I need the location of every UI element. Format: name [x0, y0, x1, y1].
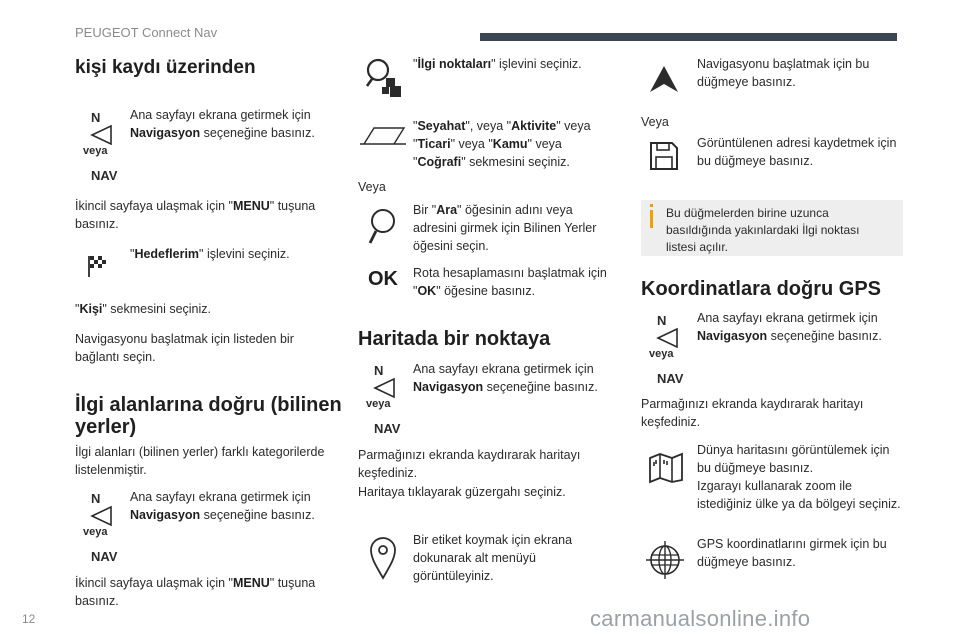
paragraph: GPS koordinatlarını girmek için bu düğmeye basınız.: [697, 537, 887, 569]
north-label: N: [374, 363, 384, 378]
veya-label: veya: [83, 145, 108, 157]
paragraph: Bir "Ara" öğesinin adını veya adresini girmek için Bilinen Yerler öğesini seçin.: [413, 203, 597, 253]
section-heading-map-point: Haritada bir noktaya: [358, 328, 551, 350]
watermark: carmanualsonline.info: [590, 606, 811, 631]
note-text: Bu düğmelerden birine uzunca basıldığında yakınlardaki İlgi noktası listesi açılır.: [666, 206, 860, 254]
nav-label: NAV: [91, 549, 118, 564]
paragraph: Navigasyonu başlatmak için listeden bir bağlantı seçin.: [75, 332, 294, 364]
paragraph: Bir etiket koymak için ekrana dokunarak alt menüyü görüntüleyiniz.: [413, 533, 573, 583]
paragraph: "Hedeflerim" işlevini seçiniz.: [130, 247, 290, 261]
paragraph: Ana sayfayı ekrana getirmek için Navigasyon seçeneğine basınız.: [130, 490, 315, 522]
paragraph: "İlgi noktaları" işlevini seçiniz.: [413, 57, 582, 71]
paragraph: "Kişi" sekmesini seçiniz.: [75, 302, 212, 316]
nav-label: NAV: [91, 168, 118, 183]
paragraph: Dünya haritasını görüntülemek için bu düğmeye basınız. Izgarayı kullanarak zoom ile istediğiniz ülke ya da bölgeyi seçiniz.: [697, 443, 901, 511]
poi-search-icon: [364, 56, 404, 100]
info-icon: [650, 204, 653, 207]
paragraph: Parmağınızı ekranda kaydırarak haritayı keşfediniz.: [641, 397, 864, 429]
navigation-arrow-icon: [90, 505, 112, 527]
page-number: 12: [22, 612, 36, 626]
navigation-arrow-icon: [373, 377, 395, 399]
veya-text: Veya: [641, 115, 669, 129]
north-label: N: [91, 491, 101, 506]
search-icon: [366, 207, 400, 247]
paragraph: İkincil sayfaya ulaşmak için "MENU" tuşuna basınız.: [75, 576, 316, 608]
section-heading-gps: Koordinatlara doğru GPS: [641, 278, 882, 300]
paragraph: Ana sayfayı ekrana getirmek için Navigasyon seçeneğine basınız.: [697, 311, 882, 343]
paragraph: Ana sayfayı ekrana getirmek için Navigasyon seçeneğine basınız.: [130, 108, 315, 140]
tab-selector-icon: [358, 124, 408, 146]
save-address-icon: [648, 140, 680, 172]
paragraph: Ana sayfayı ekrana getirmek için Navigasyon seçeneğine basınız.: [413, 362, 598, 394]
north-label: N: [657, 313, 667, 328]
veya-label: veya: [83, 526, 108, 538]
gps-coordinates-icon: [646, 540, 684, 580]
paragraph: Rota hesaplamasını başlatmak için "OK" öğesine basınız.: [413, 266, 607, 298]
paragraph: "Seyahat", veya "Aktivite" veya "Ticari" veya "Kamu" veya "Coğrafi" sekmesini seçiniz.: [413, 119, 591, 169]
map-pin-icon: [368, 535, 398, 581]
section-heading-contact: kişi kaydı üzerinden: [75, 57, 256, 78]
nav-button-illustration: [361, 363, 421, 437]
section-heading-poi: İlgi alanlarına doğru (bilinen yerler): [75, 394, 342, 438]
nav-button-illustration: [78, 110, 138, 184]
veya-label: veya: [366, 398, 391, 410]
paragraph: İkincil sayfaya ulaşmak için "MENU" tuşuna basınız.: [75, 199, 316, 231]
paragraph: Haritaya tıklayarak güzergahı seçiniz.: [358, 485, 566, 499]
paragraph: İlgi alanları (bilinen yerler) farklı kategorilerde listelenmiştir.: [75, 445, 325, 477]
ok-icon: OK: [368, 268, 398, 290]
checkered-flag-icon: [87, 254, 109, 278]
start-navigation-icon: [648, 64, 680, 94]
nav-button-illustration: [644, 313, 704, 387]
nav-label: NAV: [657, 371, 684, 386]
veya-text: Veya: [358, 180, 386, 194]
paragraph: Parmağınızı ekranda kaydırarak haritayı keşfediniz.: [358, 448, 581, 480]
world-map-icon: [648, 452, 684, 484]
paragraph: Görüntülenen adresi kaydetmek için bu düğmeye basınız.: [697, 136, 897, 168]
nav-button-illustration: [78, 491, 138, 565]
north-label: N: [91, 110, 101, 125]
paragraph: Navigasyonu başlatmak için bu düğmeye basınız.: [697, 57, 870, 89]
nav-label: NAV: [374, 421, 401, 436]
header-bar: [480, 33, 897, 41]
navigation-arrow-icon: [656, 327, 678, 349]
navigation-arrow-icon: [90, 124, 112, 146]
running-header: PEUGEOT Connect Nav: [75, 25, 218, 40]
info-note: [641, 200, 903, 256]
veya-label: veya: [649, 348, 674, 360]
